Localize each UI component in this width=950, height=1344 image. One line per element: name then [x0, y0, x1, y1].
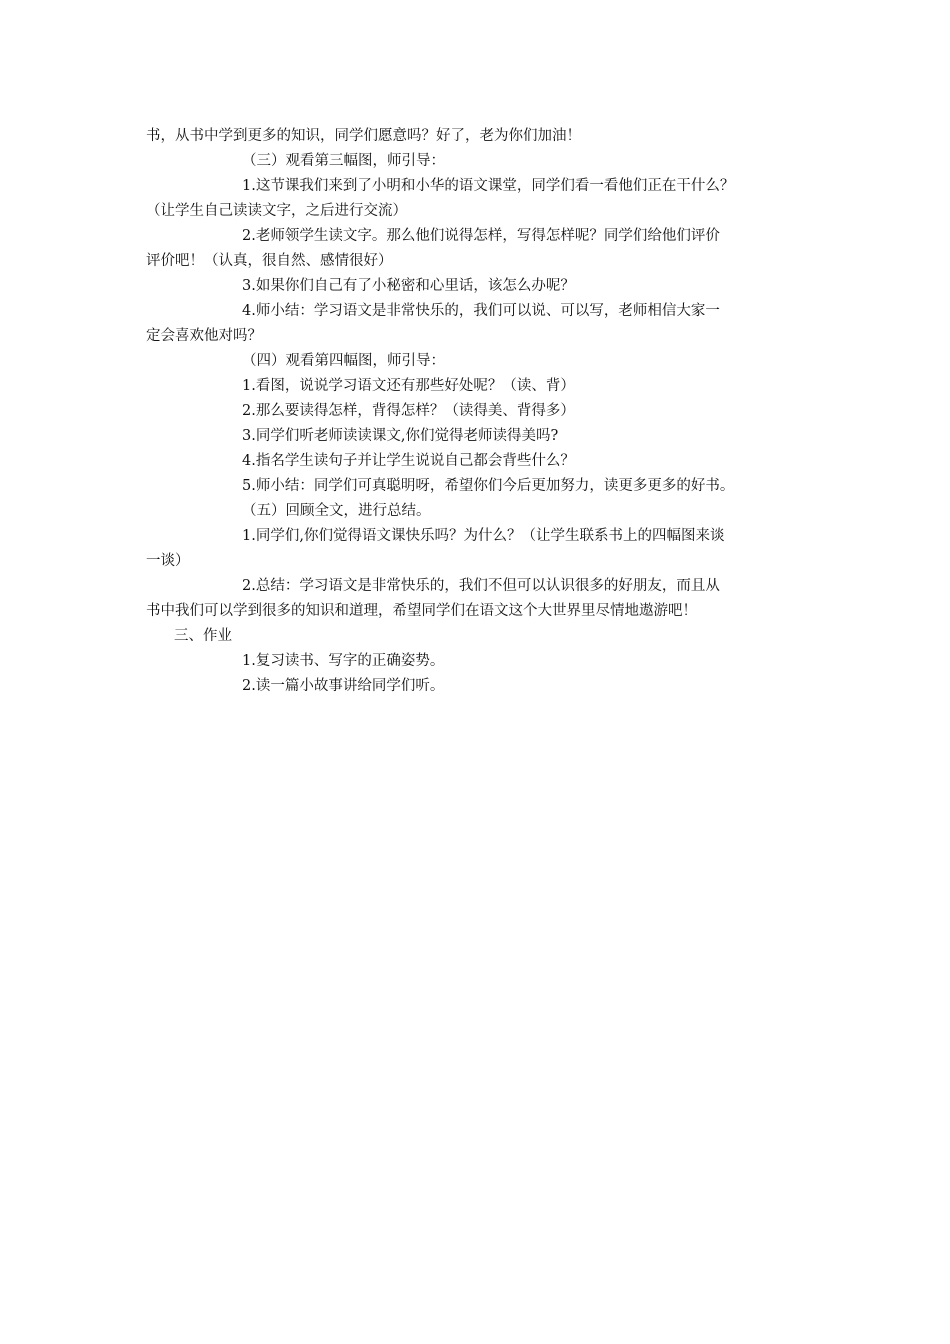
text-line: （让学生自己读读文字，之后进行交流）	[146, 203, 407, 219]
section-heading: （三）观看第三幅图，师引导：	[242, 153, 445, 169]
text-line: 2.那么要读得怎样，背得怎样？（读得美、背得多）	[242, 403, 575, 419]
text-line: 书中我们可以学到很多的知识和道理，希望同学们在语文这个大世界里尽情地遨游吧！	[146, 603, 697, 619]
text-line: 3.同学们听老师读读课文,你们觉得老师读得美吗?	[242, 428, 559, 444]
text-line: 4.师小结：学习语文是非常快乐的，我们可以说、可以写，老师相信大家一	[242, 303, 720, 319]
text-line: 评价吧！（认真，很自然、感情很好）	[146, 253, 393, 269]
text-line: 1.同学们,你们觉得语文课快乐吗？为什么？（让学生联系书上的四幅图来谈	[242, 528, 725, 544]
text-line: 1.这节课我们来到了小明和小华的语文课堂，同学们看一看他们正在干什么？	[242, 178, 735, 194]
text-line: 定会喜欢他对吗？	[146, 328, 262, 344]
section-heading: （四）观看第四幅图，师引导：	[242, 353, 445, 369]
text-line: 3.如果你们自己有了小秘密和心里话，该怎么办呢？	[242, 278, 575, 294]
text-line: 5.师小结：同学们可真聪明呀，希望你们今后更加努力，读更多更多的好书。	[242, 478, 735, 494]
text-line: 2.总结：学习语文是非常快乐的，我们不但可以认识很多的好朋友，而且从	[242, 578, 720, 594]
text-line: 一谈）	[146, 553, 190, 569]
text-line: 2.老师领学生读文字。那么他们说得怎样，写得怎样呢？同学们给他们评价	[242, 228, 720, 244]
text-line: 4.指名学生读句子并让学生说说自己都会背些什么？	[242, 453, 575, 469]
section-heading: （五）回顾全文，进行总结。	[242, 503, 431, 519]
text-line: 1.复习读书、写字的正确姿势。	[242, 653, 445, 669]
text-line: 书，从书中学到更多的知识，同学们愿意吗？好了，老为你们加油！	[146, 128, 581, 144]
text-line: 1.看图，说说学习语文还有那些好处呢？（读、背）	[242, 378, 575, 394]
section-heading: 三、作业	[174, 628, 232, 644]
text-line: 2.读一篇小故事讲给同学们听。	[242, 678, 445, 694]
document-body	[146, 124, 814, 699]
